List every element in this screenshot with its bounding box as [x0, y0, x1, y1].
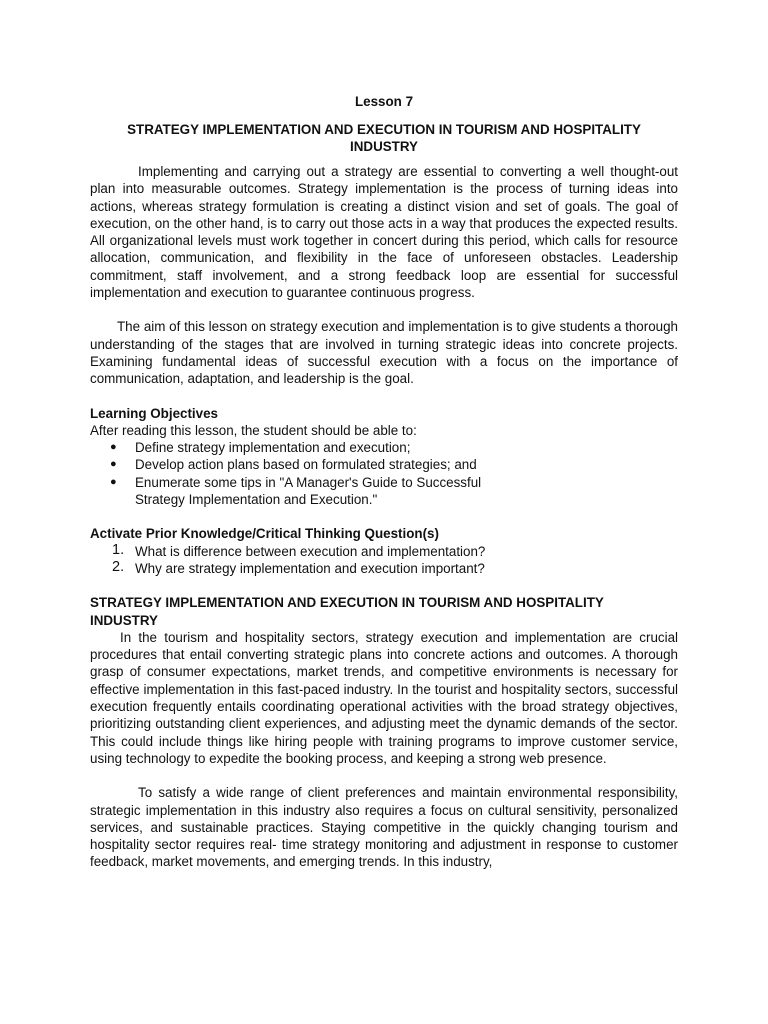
- list-item: [90, 543, 678, 560]
- word: Enumerate: [135, 474, 201, 490]
- intro-paragraph-2: The aim of this lesson on strategy execution and implementation is to give students a thorough understanding of the stages that are involved in turning strategic ideas into concrete projects. Examining fundamental ideas of successful execution with a focus on the importance of communication, adaptation, and leadership is the goal.: [90, 319, 678, 387]
- list-item-text: Develop action plans based on formulated strategies; and: [135, 457, 477, 473]
- list-item: [90, 474, 678, 509]
- prior-knowledge-heading: Activate Prior Knowledge/Critical Thinking Question(s): [90, 526, 439, 542]
- bullet-icon: ●: [110, 458, 117, 471]
- list-item: [90, 560, 678, 577]
- list-item-text-line-2: Strategy Implementation and Execution.": [135, 492, 378, 508]
- word: Manager's: [296, 474, 359, 490]
- section-paragraph-2: To satisfy a wide range of client preferences and maintain environmental responsibility, strategic implementation in this industry also requires a focus on cultural sensitivity, personalized services, and sustainable practices. Staying competitive in the quickly changing tourism and hospitality sector requires real- time strategy monitoring and adjustment in response to customer feedback, market movements, and emerging trends. In this industry,: [90, 785, 678, 870]
- learning-objectives-list: [90, 439, 678, 508]
- document-page: [90, 93, 678, 871]
- section-heading: STRATEGY IMPLEMENTATION AND EXECUTION IN TOURISM AND HOSPITALITY INDUSTRY: [90, 595, 604, 628]
- word: Successful: [416, 474, 482, 490]
- word: "A: [279, 474, 293, 490]
- word: some: [204, 474, 237, 490]
- learning-objectives-heading: Learning Objectives: [90, 405, 218, 421]
- list-item: [90, 456, 678, 473]
- word: in: [265, 474, 276, 490]
- list-item: [90, 439, 678, 456]
- list-item-text: Define strategy implementation and execution;: [135, 440, 411, 456]
- bullet-icon: ●: [110, 441, 117, 454]
- question-text: Why are strategy implementation and execution important?: [135, 560, 485, 576]
- main-title: STRATEGY IMPLEMENTATION AND EXECUTION IN TOURISM AND HOSPITALITY INDUSTRY: [127, 122, 641, 154]
- question-number: 2.: [112, 558, 125, 575]
- bullet-icon: ●: [110, 475, 117, 488]
- word: tips: [240, 474, 262, 490]
- lesson-label: Lesson 7: [354, 94, 414, 109]
- intro-paragraph-1: Implementing and carrying out a strategy are essential to converting a well thought-out plan into measurable outcomes. Strategy implementation is the process of turning ideas into actions, whereas strategy formulation is creating a distinct vision and set of goals. The goal of execution, on the other hand, is to carry out those acts in a way that produces the expected results. All organizational levels must work together in concert during this period, which calls for resource allocation, communication, and flexibility in the face of unforeseen obstacles. Leadership commitment, staff involvement, and a strong feedback loop are essential for successful implementation and execution to guarantee continuous progress.: [90, 164, 678, 301]
- word: Guide: [362, 474, 398, 490]
- section-paragraph-1: In the tourism and hospitality sectors, strategy execution and implementation are crucial procedures that entail converting strategic plans into concrete actions and outcomes. A thorough grasp of consumer expectations, market trends, and competitive environments is necessary for effective implementation in this fast-paced industry. In the tourist and hospitality sectors, successful execution frequently entails coordinating operational activities with the broad strategy objectives, prioritizing outstanding client experiences, and adjusting meet the dynamic demands of the sector. This could include things like hiring people with training programs to improve customer service, using technology to expedite the booking process, and keeping a strong web presence.: [90, 629, 678, 766]
- question-text: What is difference between execution and implementation?: [135, 543, 486, 559]
- question-number: 1.: [112, 541, 125, 558]
- learning-objectives-lead-in: After reading this lesson, the student should be able to:: [90, 422, 417, 438]
- word: to: [401, 474, 413, 490]
- list-item-text-line-1: [135, 474, 655, 491]
- questions-list: [90, 543, 678, 578]
